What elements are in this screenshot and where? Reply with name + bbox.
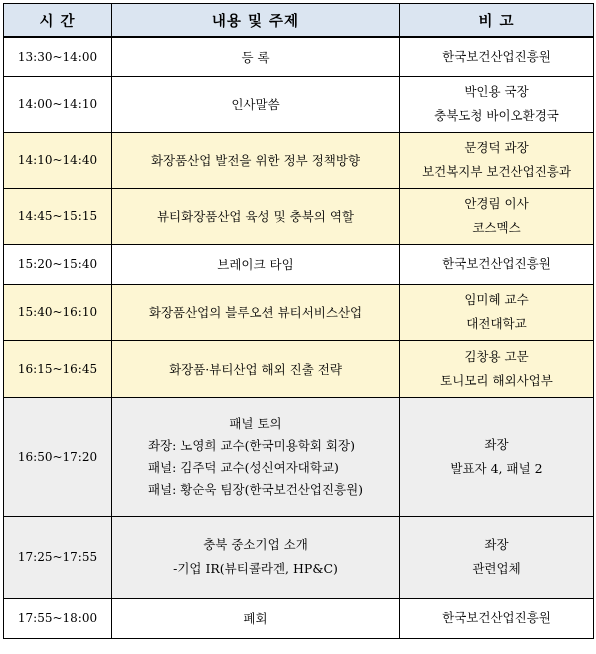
panel-line: 패널: 김주덕 교수(성신여자대학교) (147, 459, 339, 475)
note-line: 한국보건산업진흥원 (442, 48, 551, 64)
content-cell (112, 397, 400, 516)
content-cell: 화장품·뷰티산업 해외 진출 전략 (112, 340, 400, 397)
note-line: 토니모리 해외사업부 (440, 372, 553, 388)
content-cell: 화장품산업의 블루오션 뷰티서비스산업 (112, 284, 400, 340)
note-cell (400, 340, 594, 397)
note-cell (400, 244, 594, 284)
content-cell: 폐회 (112, 598, 400, 638)
note-cell (400, 397, 594, 516)
panel-title: 패널 토의 (229, 415, 282, 431)
time-cell: 13:30~14:00 (4, 37, 112, 76)
note-line: 안경림 이사 (464, 196, 529, 211)
note-line: 코스멕스 (472, 220, 521, 235)
content-cell (112, 516, 400, 598)
time-cell: 17:55~18:00 (4, 598, 112, 638)
table-row (4, 132, 594, 188)
header-row (4, 4, 594, 38)
time-cell: 16:50~17:20 (4, 397, 112, 516)
note-line: 김창용 고문 (464, 348, 529, 364)
content-cell: 인사말씀 (112, 76, 400, 132)
note-line: 좌장 (484, 436, 509, 452)
header-note: 비 고 (400, 4, 594, 38)
time-cell: 16:15~16:45 (4, 340, 112, 397)
table-row (4, 598, 594, 638)
note-line: 관련업체 (472, 561, 521, 576)
content-cell: 브레이크 타임 (112, 244, 400, 284)
note-cell (400, 516, 594, 598)
table-row (4, 188, 594, 244)
table-row (4, 397, 594, 516)
note-line: 한국보건산업진흥원 (442, 610, 551, 625)
content-line: -기업 IR(뷰티콜라겐, HP&C) (173, 561, 338, 576)
table-row (4, 340, 594, 397)
note-cell (400, 284, 594, 340)
note-line: 임미혜 교수 (464, 292, 529, 307)
time-cell: 17:25~17:55 (4, 516, 112, 598)
content-cell: 뷰티화장품산업 육성 및 충북의 역할 (112, 188, 400, 244)
note-line: 충북도청 바이오환경국 (434, 108, 559, 123)
table-row (4, 37, 594, 76)
header-time: 시 간 (4, 4, 112, 38)
time-cell: 14:10~14:40 (4, 132, 112, 188)
time-cell: 14:00~14:10 (4, 76, 112, 132)
note-cell (400, 76, 594, 132)
note-line: 대전대학교 (466, 316, 527, 331)
note-line: 박인용 국장 (464, 84, 529, 99)
panel-line: 좌장: 노영희 교수(한국미용학회 회장) (147, 437, 355, 453)
note-line: 보건복지부 보건산업진흥과 (422, 164, 571, 179)
table-row (4, 244, 594, 284)
header-content: 내용 및 주제 (112, 4, 400, 38)
panel-discussion (148, 413, 363, 501)
note-cell (400, 188, 594, 244)
note-cell (400, 132, 594, 188)
content-cell: 화장품산업 발전을 위한 정부 정책방향 (112, 132, 400, 188)
table-row (4, 516, 594, 598)
note-cell (400, 37, 594, 76)
time-cell: 14:45~15:15 (4, 188, 112, 244)
note-line: 한국보건산업진흥원 (442, 256, 551, 271)
content-line: 충북 중소기업 소개 (203, 537, 308, 552)
time-cell: 15:20~15:40 (4, 244, 112, 284)
note-cell (400, 598, 594, 638)
note-line: 문경덕 과장 (464, 140, 529, 155)
table-row (4, 284, 594, 340)
content-cell: 등 록 (112, 37, 400, 76)
table-row (4, 76, 594, 132)
note-line: 발표자 4, 패널 2 (450, 460, 543, 476)
panel-line: 패널: 황순욱 팀장(한국보건산업진흥원) (147, 481, 364, 497)
note-line: 좌장 (484, 537, 509, 552)
time-cell: 15:40~16:10 (4, 284, 112, 340)
schedule-table (3, 3, 594, 639)
